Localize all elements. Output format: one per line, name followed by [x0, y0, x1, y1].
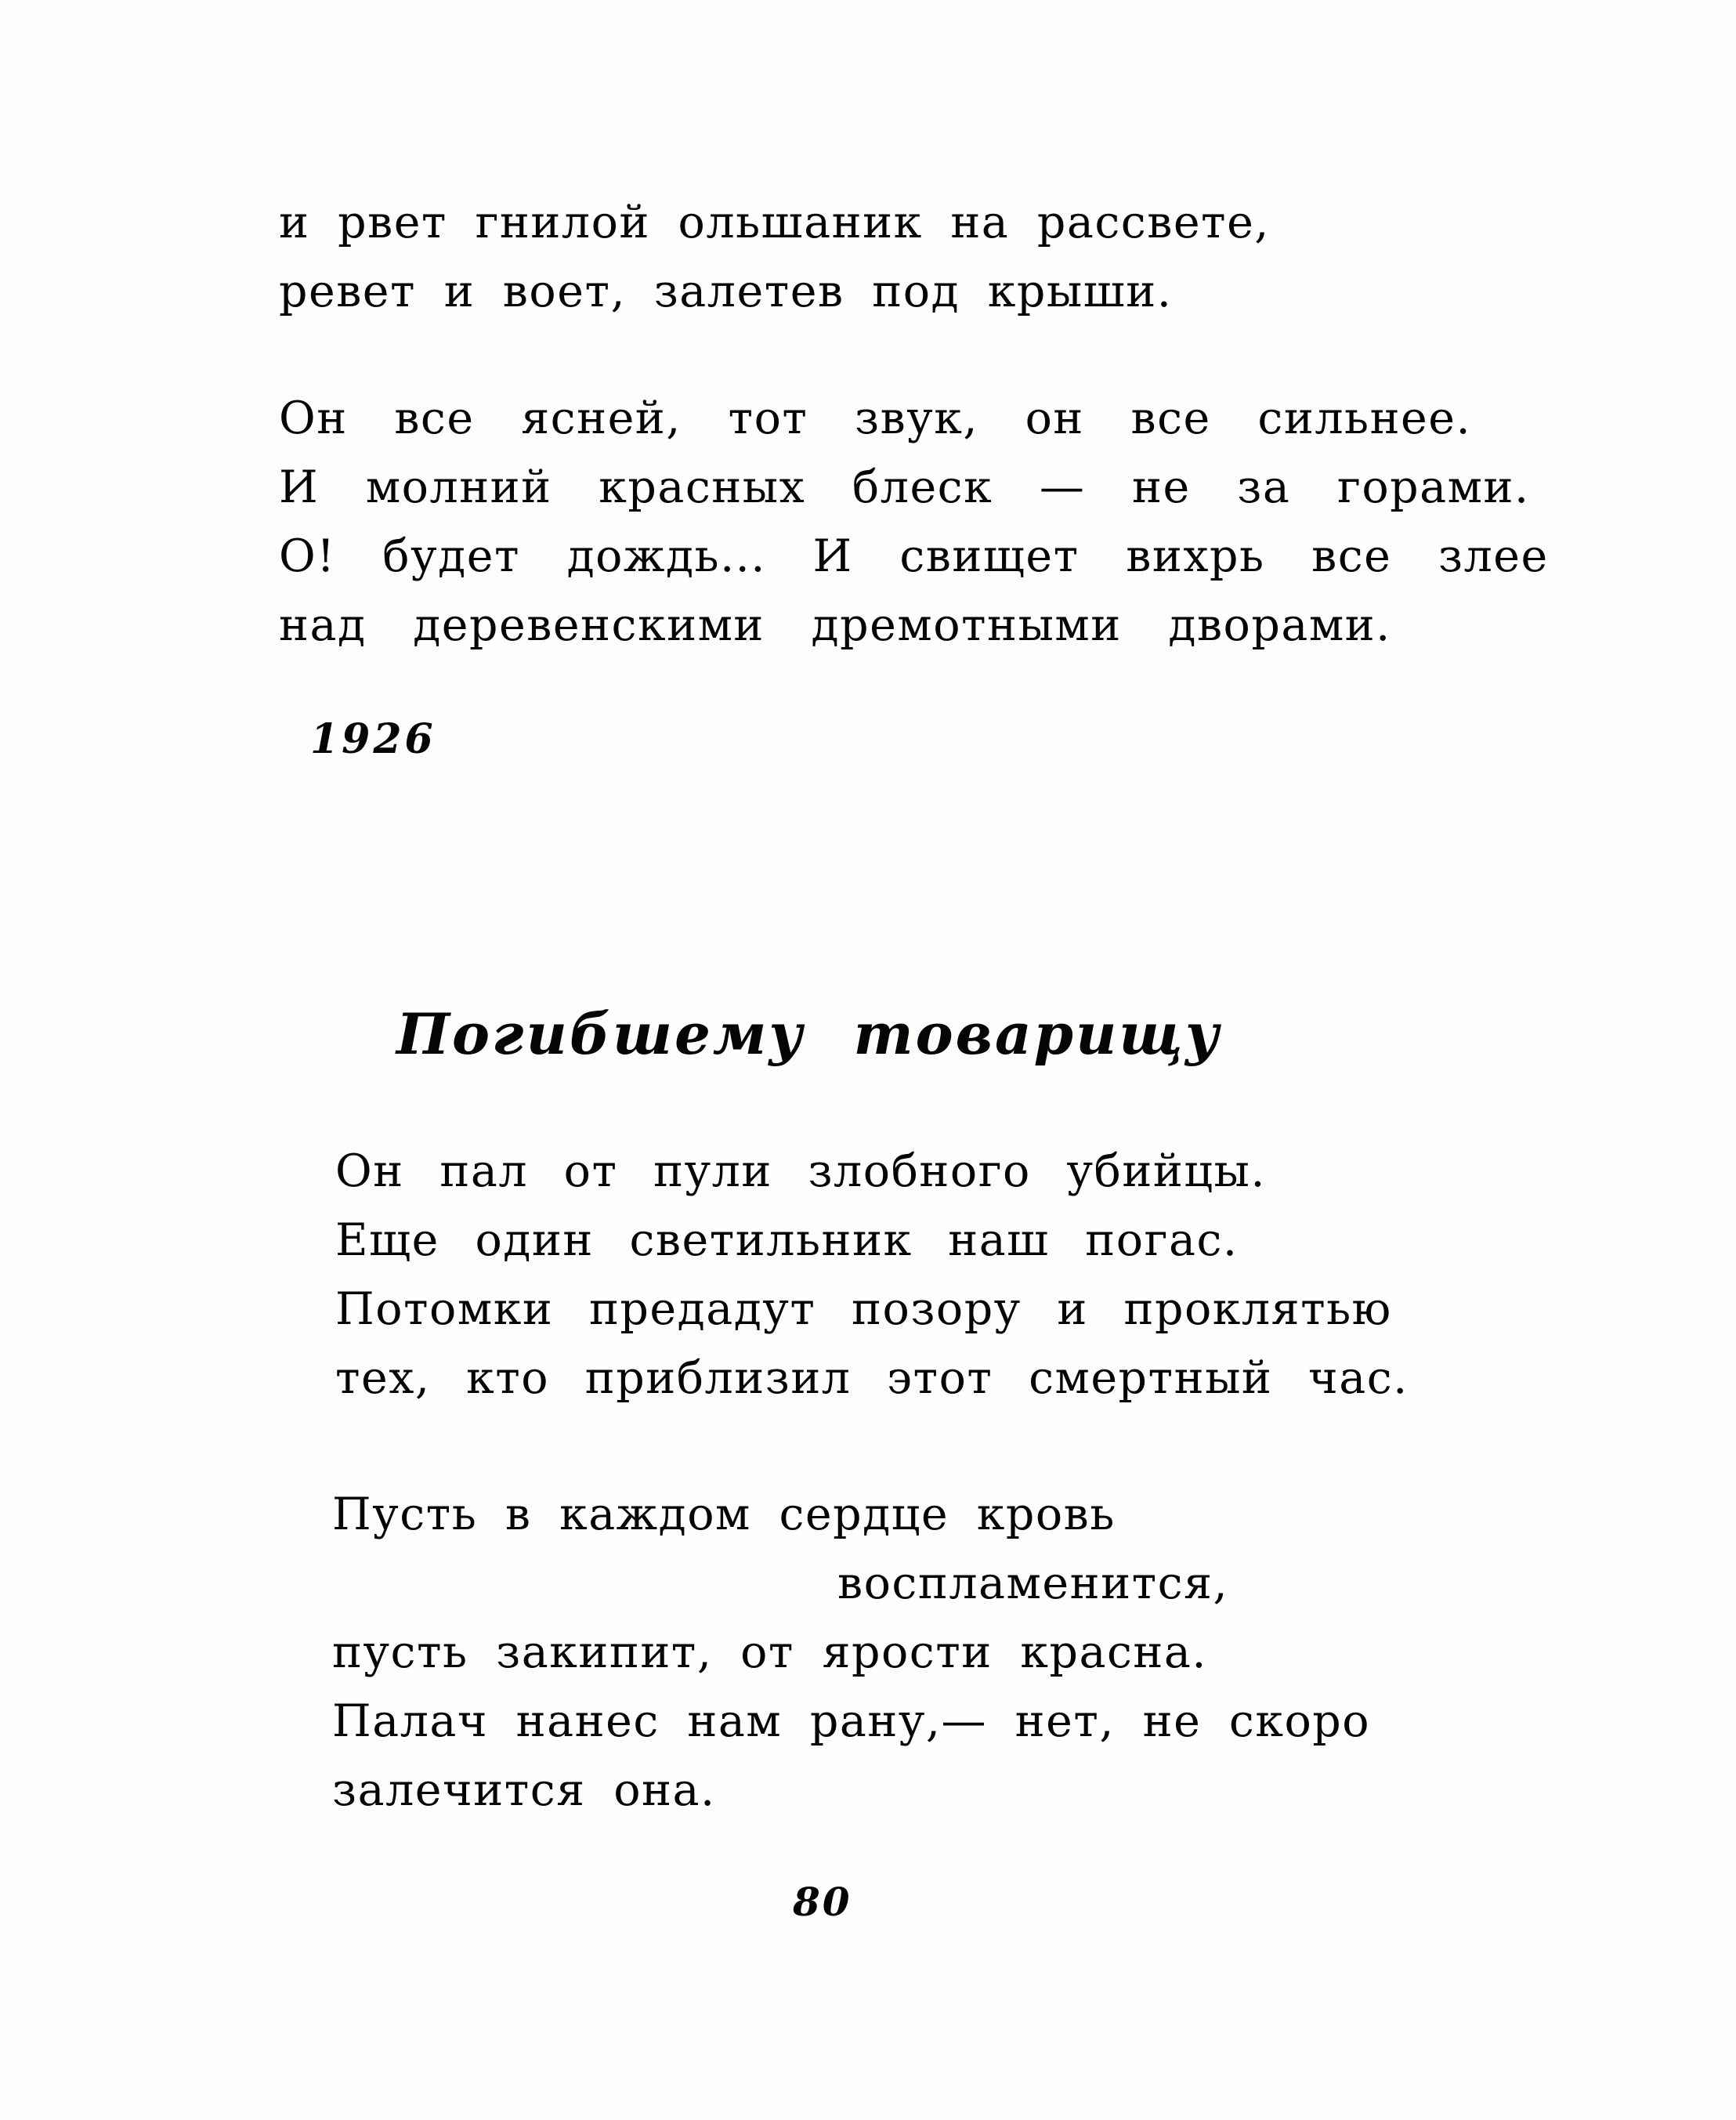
poem2-stanza1: [335, 1137, 1409, 1413]
poem-line-runover: воспламенится,: [837, 1557, 1229, 1609]
poem1-stanza2: [279, 384, 1549, 660]
poem-line: О! будет дождь... И свищет вихрь все злее: [279, 530, 1549, 582]
poem-line: над деревенскими дремотными дворами.: [279, 599, 1391, 651]
poem-line: Он все ясней, тот звук, он все сильнее.: [279, 393, 1472, 444]
poem-line: Он пал от пули злобного убийцы.: [335, 1145, 1266, 1197]
poem-line: И молний красных блеск — не за горами.: [279, 461, 1530, 513]
poem2-title: Погибшему товарищу: [396, 1000, 1222, 1067]
poem-line: пусть закипит, от ярости красна.: [332, 1626, 1207, 1678]
page-number: 80: [793, 1879, 852, 1925]
poem-line: Палач нанес нам рану,— нет, не скоро: [332, 1695, 1371, 1747]
poem-line: Пусть в каждом сердце кровь: [332, 1489, 1116, 1540]
poem1-stanza1: [279, 188, 1270, 326]
poem-line: Потомки предадут позору и проклятью: [335, 1283, 1392, 1335]
poem-line: и рвет гнилой ольшаник на рассвете,: [279, 197, 1270, 248]
poem-line: Еще один светильник наш погас.: [335, 1214, 1239, 1266]
poem1-date: 1926: [310, 715, 436, 763]
poem-line: тех, кто приблизил этот смертный час.: [335, 1352, 1409, 1404]
poem-line: залечится она.: [332, 1764, 716, 1816]
poem-line: ревет и воет, залетев под крыши.: [279, 266, 1173, 317]
poem2-stanza2: [332, 1480, 1370, 1825]
